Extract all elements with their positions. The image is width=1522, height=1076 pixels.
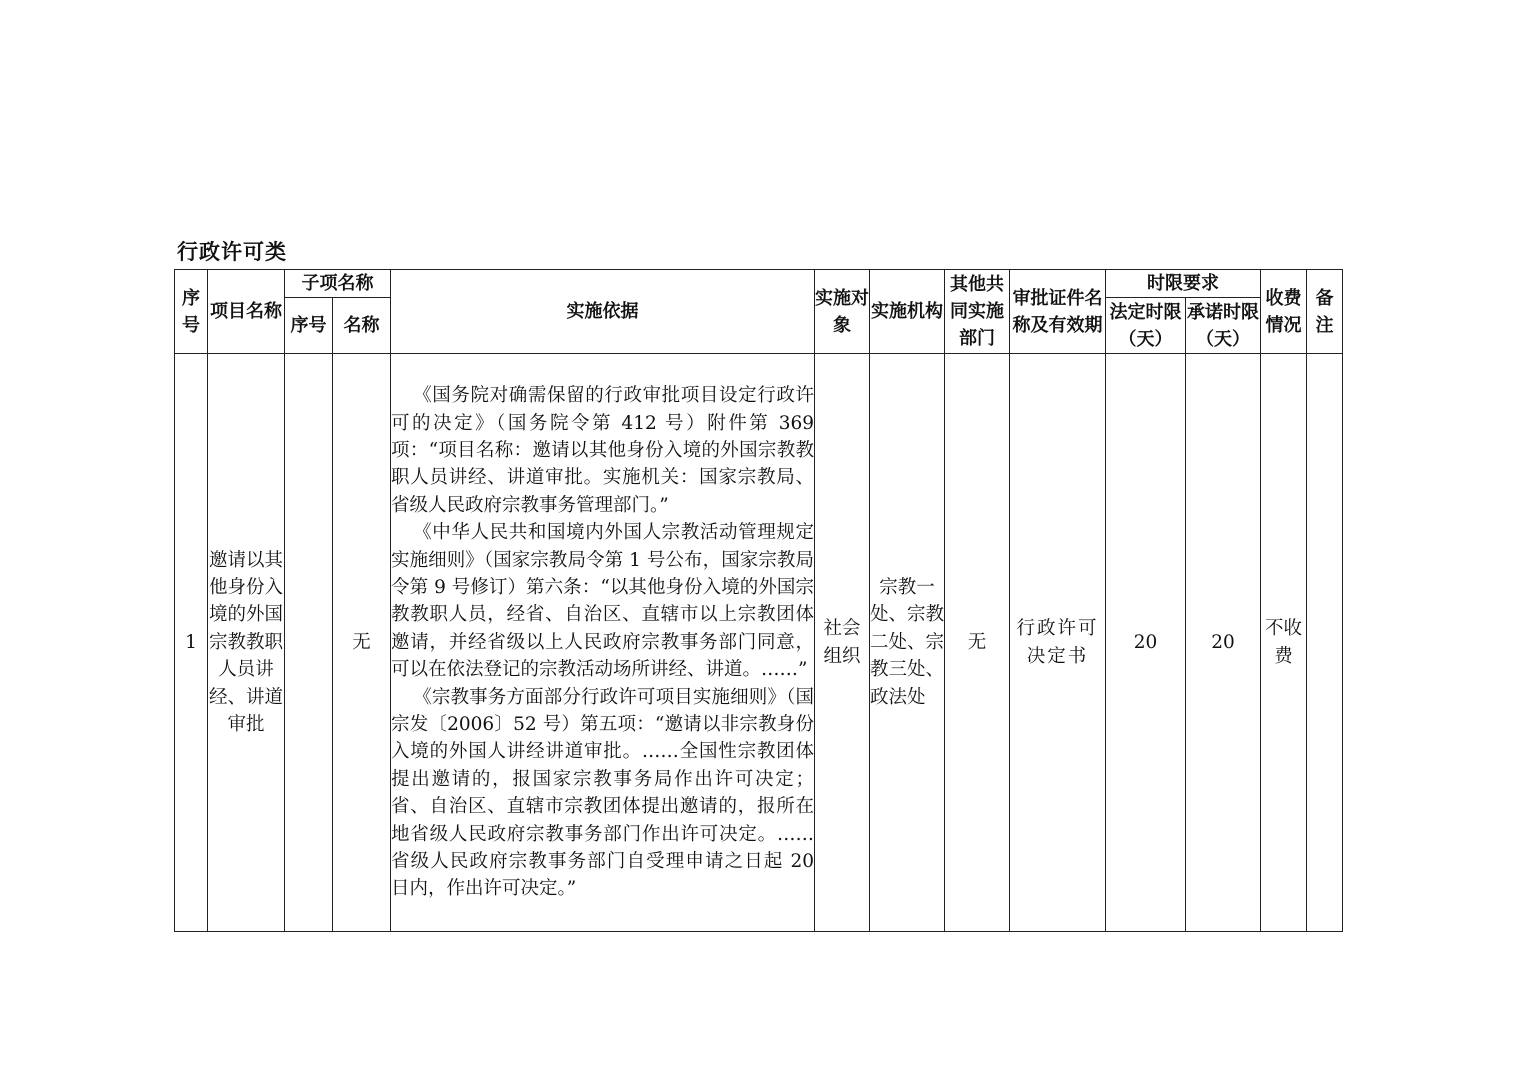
header-subitem-name: 名称 [333,298,391,354]
cell-remark [1307,354,1343,932]
header-row-top [175,270,1343,298]
cell-target: 社会组织 [815,354,870,932]
header-basis: 实施依据 [391,270,815,354]
cell-legal-limit: 20 [1106,354,1186,932]
table-row [175,354,1343,932]
cell-promise-limit: 20 [1186,354,1261,932]
header-time-group: 时限要求 [1106,270,1261,298]
header-agency: 实施机构 [870,270,945,354]
cell-basis [391,354,815,932]
cell-co-dept: 无 [945,354,1010,932]
basis-paragraph: 《国务院对确需保留的行政审批项目设定行政许可的决定》（国务院令第 412 号）附件第 369 项：“项目名称：邀请以其他身份入境的外国宗教教职人员讲经、讲道审批。实施机关：国家宗教局、省级人民政府宗教事务管理部门。” [391,385,814,516]
header-co-dept: 其他共同实施部门 [945,270,1010,354]
header-fee: 收费情况 [1261,270,1307,354]
header-subitem-group: 子项名称 [285,270,391,298]
cell-item-name: 邀请以其他身份入境的外国宗教教职人员讲经、讲道审批 [208,354,285,932]
basis-paragraph: 《中华人民共和国境内外国人宗教活动管理规定实施细则》（国家宗教局令第 1 号公布，国家宗教局令第 9 号修订）第六条：“以其他身份入境的外国宗教教职人员，经省、自治区、直辖市以上宗教团体邀请，并经省级以上人民政府宗教事务部门同意，可以在依法登记的宗教活动场所讲经、讲道。……” [391,522,814,681]
header-item-name: 项目名称 [208,270,285,354]
page-title: 行政许可类 [177,240,287,264]
header-legal-limit: 法定时限（天） [1106,298,1186,354]
header-seq: 序号 [175,270,208,354]
cell-certificate: 行政许可决定书 [1010,354,1106,932]
header-target: 实施对象 [815,270,870,354]
basis-paragraph: 《宗教事务方面部分行政许可项目实施细则》（国宗发〔2006〕52 号）第五项：“邀请以非宗教身份入境的外国人讲经讲道审批。……全国性宗教团体提出邀请的，报国家宗教事务局作出许可决定；省、自治区、直辖市宗教团体提出邀请的，报所在地省级人民政府宗教事务部门作出许可决定。……省级人民政府宗教事务部门自受理申请之日起 20 日内，作出许可决定。” [391,686,814,900]
header-promise-limit: 承诺时限（天） [1186,298,1261,354]
cell-seq: 1 [175,354,208,932]
header-remark: 备注 [1307,270,1343,354]
cell-agency: 宗教一处、宗教二处、宗教三处、政法处 [870,354,945,932]
header-subitem-seq: 序号 [285,298,333,354]
cell-subitem-seq [285,354,333,932]
permit-table [174,269,1343,932]
cell-fee: 不收费 [1261,354,1307,932]
header-certificate: 审批证件名称及有效期 [1010,270,1106,354]
cell-subitem-name: 无 [333,354,391,932]
